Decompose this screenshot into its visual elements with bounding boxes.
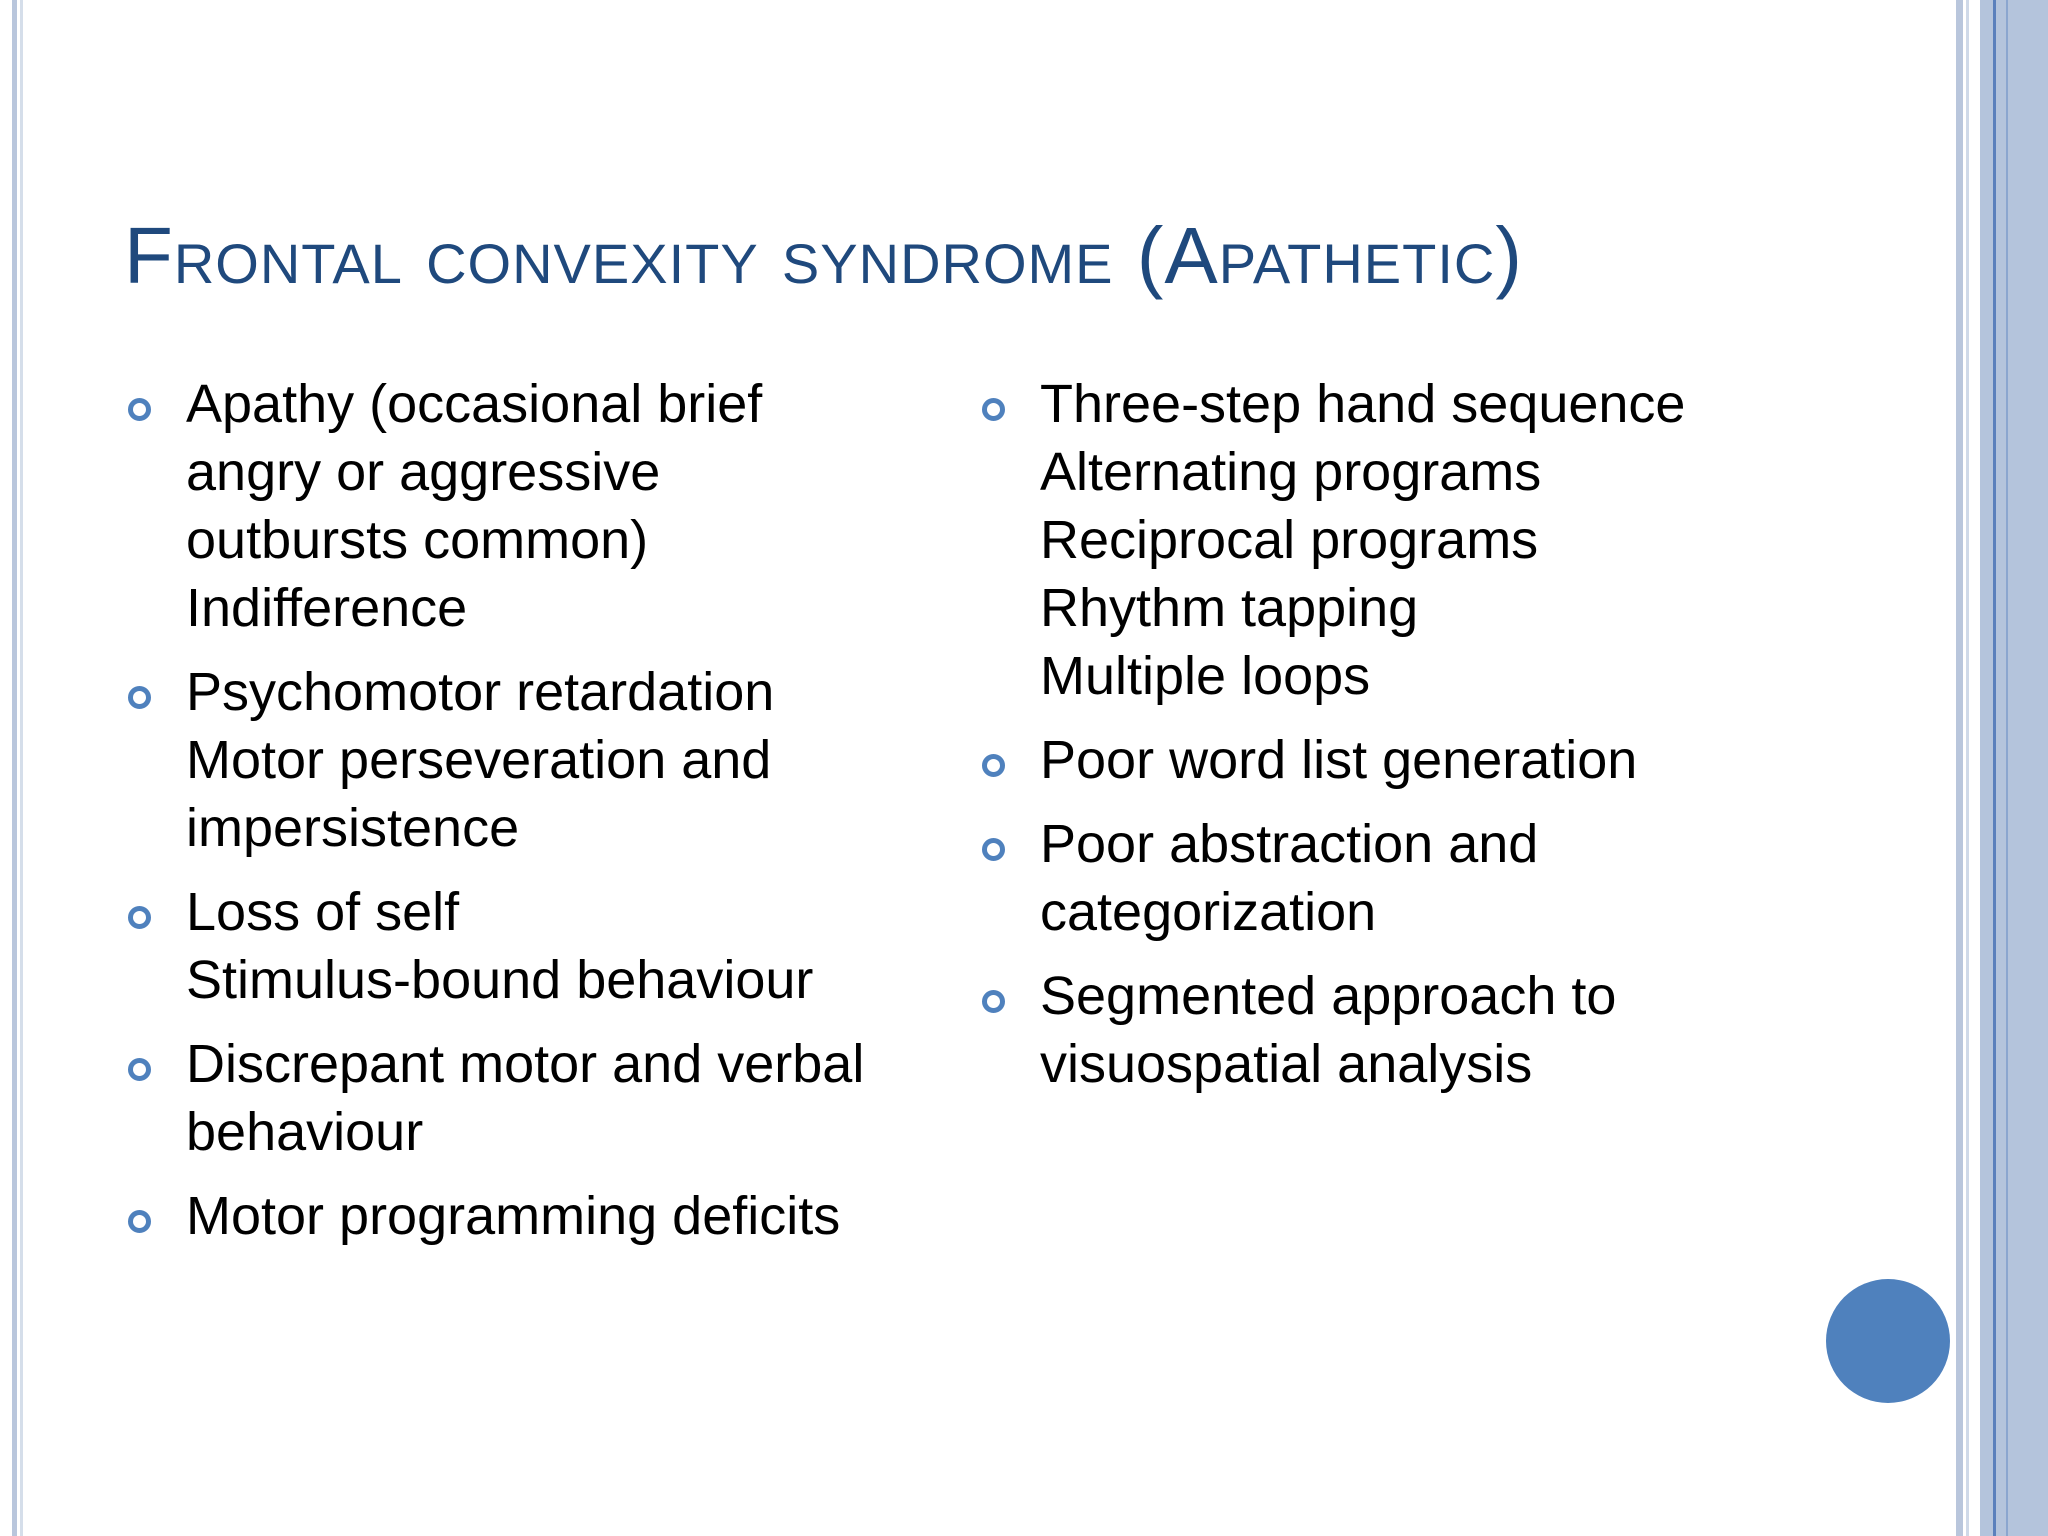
list-item — [126, 1182, 926, 1250]
left-bullet-list — [126, 370, 926, 1266]
right-border-line — [1956, 0, 1963, 1536]
bullet-circle-icon — [982, 398, 1005, 421]
bullet-circle-icon — [128, 1058, 151, 1081]
right-bullet-list — [980, 370, 1780, 1114]
bullet-text: Loss of self Stimulus-bound behaviour — [186, 882, 814, 1010]
list-item — [126, 1030, 926, 1166]
list-item — [126, 658, 926, 862]
bullet-circle-icon — [128, 398, 151, 421]
bullet-circle-icon — [982, 990, 1005, 1013]
slide-title: Frontal convexity syndrome (Apathetic) — [124, 211, 1523, 300]
bullet-circle-icon — [128, 1210, 151, 1233]
bullet-circle-icon — [128, 906, 151, 929]
decorative-circle-icon — [1826, 1279, 1950, 1403]
left-border-line — [12, 0, 17, 1536]
right-side-band — [1980, 0, 2048, 1536]
bullet-text: Motor programming deficits — [186, 1186, 841, 1246]
right-band-stripe-light — [2006, 0, 2008, 1536]
right-band-stripe — [1993, 0, 1996, 1536]
bullet-text: Poor word list generation — [1040, 730, 1638, 790]
list-item — [980, 962, 1780, 1098]
list-item — [980, 810, 1780, 946]
list-item — [126, 370, 926, 642]
list-item — [980, 370, 1780, 710]
left-border-line-inner — [20, 0, 23, 1536]
bullet-text: Psychomotor retardation Motor perseveration and impersistence — [186, 662, 775, 858]
right-border-line-inner — [1966, 0, 1969, 1536]
bullet-text: Discrepant motor and verbal behaviour — [186, 1034, 865, 1162]
list-item — [980, 726, 1780, 794]
bullet-circle-icon — [982, 838, 1005, 861]
bullet-circle-icon — [128, 686, 151, 709]
bullet-circle-icon — [982, 754, 1005, 777]
bullet-text: Poor abstraction and categorization — [1040, 814, 1539, 942]
bullet-text: Segmented approach to visuospatial analysis — [1040, 966, 1617, 1094]
list-item — [126, 878, 926, 1014]
bullet-text: Three-step hand sequence Alternating programs Reciprocal programs Rhythm tapping Multiple loops — [1040, 374, 1686, 706]
bullet-text: Apathy (occasional brief angry or aggressive outbursts common) Indifference — [186, 374, 763, 638]
